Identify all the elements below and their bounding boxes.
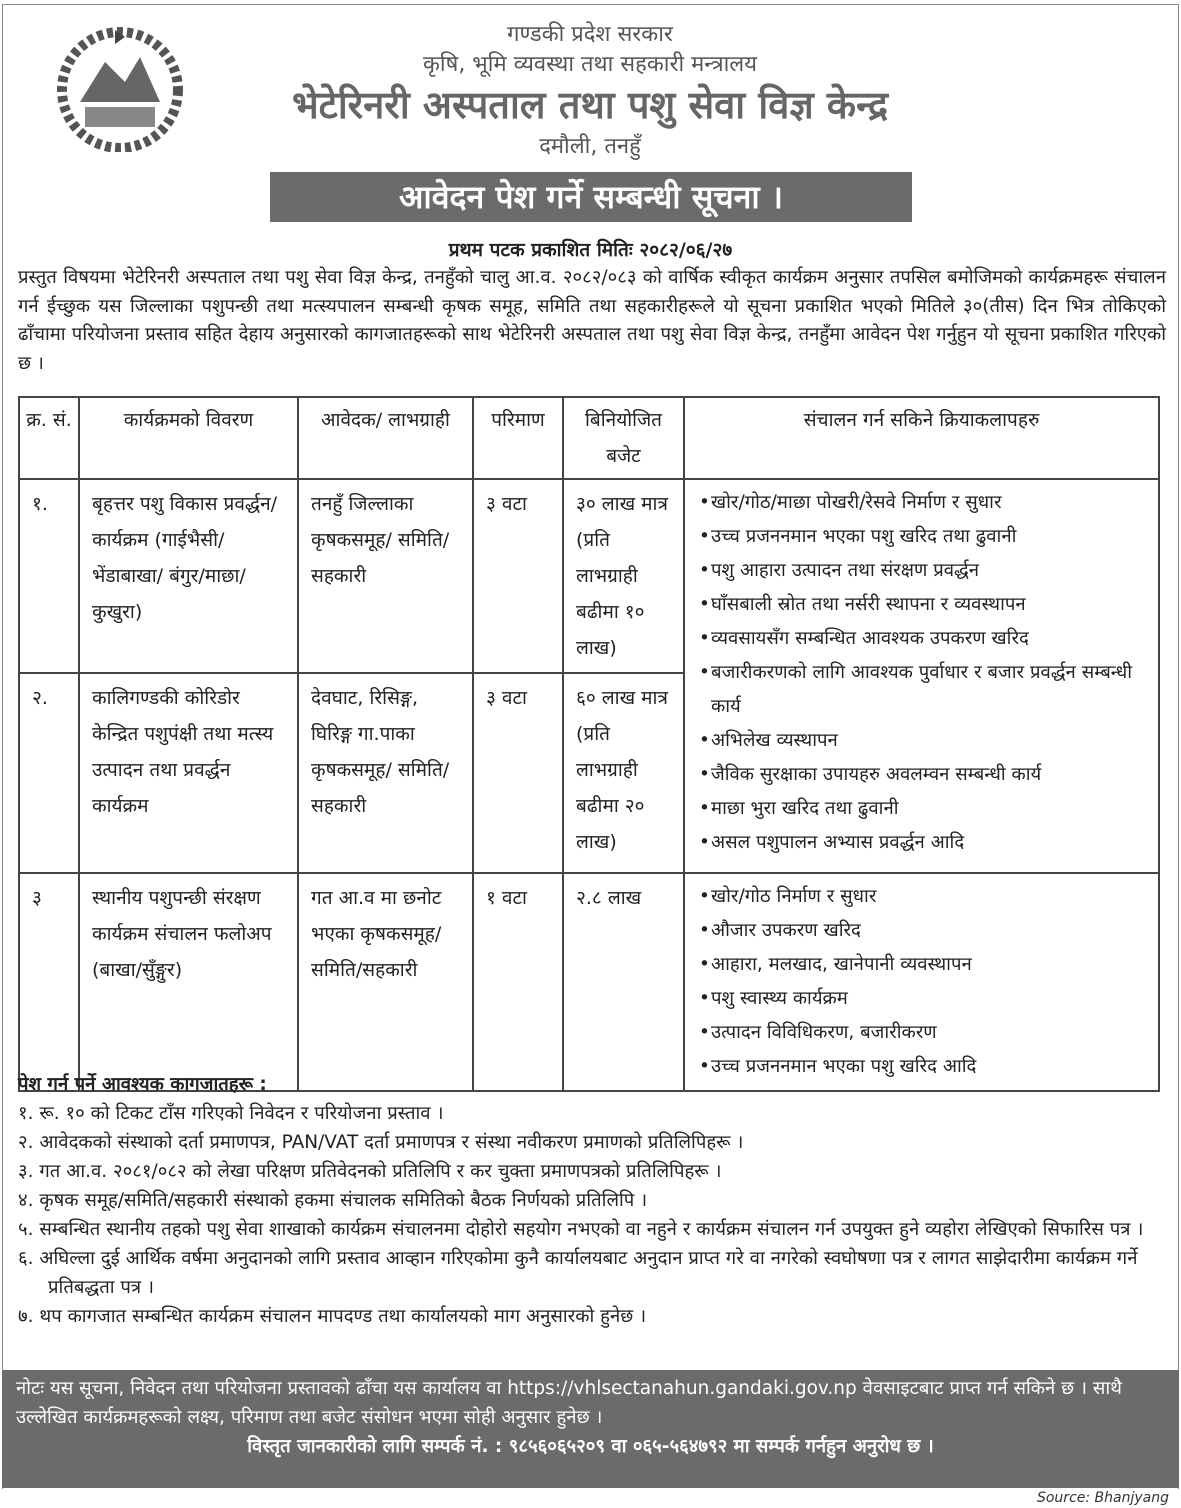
header-applicant: आवेदक/ लाभग्राही [298,397,473,479]
cell-applicant: देवघाट, रिसिङ्ग, घिरिङ्ग गा.पाका कृषकसमूह/ समिति/सहकारी [298,673,473,873]
required-documents [18,1070,1168,1331]
cell-activities [684,479,1159,873]
header-quantity: परिमाण [473,397,563,479]
cell-budget: ३० लाख मात्र (प्रति लाभग्राही बढीमा १० लाख) [563,479,684,673]
footer-note [2,1370,1179,1488]
document-item: ७. थप कागजात सम्बन्धित कार्यक्रम संचालन मापदण्ड तथा कार्यालयको माग अनुसारको हुनेछ । [18,1306,647,1327]
cell-quantity: ३ वटा [473,673,563,873]
activity-item: • माछा भुरा खरिद तथा ढुवानी [711,792,1146,826]
header-activities: संचालन गर्न सकिने क्रियाकलापहरु [684,397,1159,479]
activity-item: • अभिलेख व्यस्थापन [711,724,1146,758]
activity-item: • घाँसबाली स्रोत तथा नर्सरी स्थापना र व्यवस्थापन [711,588,1146,622]
publish-date: प्रथम पटक प्रकाशित मितिः २०८२/०६/२७ [448,239,733,261]
office-location: दमौली, तनहुँ [539,134,641,159]
cell-quantity: १ वटा [473,873,563,1091]
activity-item: • पशु आहारा उत्पादन तथा संरक्षण प्रवर्द्धन [711,554,1146,588]
intro-paragraph: प्रस्तुत विषयमा भेटेरिनरी अस्पताल तथा पशु सेवा विज्ञ केन्द्र, तनहुँको चालु आ.व. २०८२/०८३ को वार्षिक स्वीकृत कार्यक्रम अनुसार तपसिल बमोजिमको कार्यक्रमहरू संचालन गर्न ईच्छुक यस जिल्लाका पशुपन्छी तथा मत्स्यपालन सम्बन्धी कृषक समूह, समिति तथा सहकारीहरूले यो सूचना प्रकाशित भएको मितिले ३०(तीस) दिन भित्र तोकिएको ढाँचामा परियोजना प्रस्ताव सहित देहाय अनुसारको कागजातहरूको साथ भेटेरिनरी अस्पताल तथा पशु सेवा विज्ञ केन्द्र, तनहुँमा आवेदन पेश गर्नुहुन यो सूचना प्रकाशित गरिएको छ । [18,267,1166,374]
header-sn: क्र. सं. [19,397,79,479]
header-program: कार्यक्रमको विवरण [79,397,298,479]
ministry-name: कृषि, भूमि व्यवस्था तथा सहकारी मन्त्रालय [423,52,757,77]
document-item: २. आवेदकको संस्थाको दर्ता प्रमाणपत्र, PAN/VAT दर्ता प्रमाणपत्र र संस्था नवीकरण प्रमाणको प्रतिलिपिहरू । [18,1132,744,1153]
activity-item: • खोर/गोठ निर्माण र सुधार [711,880,1146,914]
cell-applicant: गत आ.व मा छनोट भएका कृषकसमूह/ समिति/सहकारी [298,873,473,1091]
cell-program: कालिगण्डकी कोरिडोर केन्द्रित पशुपंक्षी तथा मत्स्य उत्पादन तथा प्रवर्द्धन कार्यक्रम [79,673,298,873]
table-row [19,479,1159,673]
table-row [19,873,1159,1091]
header-budget: बिनियोजित बजेट [563,397,684,479]
program-table [18,396,1160,1092]
government-name: गण्डकी प्रदेश सरकार [507,22,673,47]
document-item: ६. अघिल्ला दुई आर्थिक वर्षमा अनुदानको लागि प्रस्ताव आव्हान गरिएकोमा कुनै कार्यालयबाट अनुदान प्राप्त गरे वा नगरेको स्वघोषणा पत्र र लागत साझेदारीमा कार्यक्रम गर्ने प्रतिबद्धता पत्र । [18,1248,1138,1298]
activity-item: • पशु स्वास्थ्य कार्यक्रम [711,982,1146,1016]
source-credit: Source: Bhanjyang [1036,1490,1169,1506]
cell-sn: ३ [19,873,79,1091]
cell-budget: ६० लाख मात्र (प्रति लाभग्राही बढीमा २० लाख) [563,673,684,873]
document-item: ४. कृषक समूह/समिति/सहकारी संस्थाको हकमा संचालक समितिको बैठक निर्णयको प्रतिलिपि । [18,1190,648,1211]
activity-item: • जैविक सुरक्षाका उपायहरु अवलम्वन सम्बन्धी कार्य [711,758,1146,792]
activity-item: • असल पशुपालन अभ्यास प्रवर्द्धन आदि [711,826,1146,860]
office-name: भेटेरिनरी अस्पताल तथा पशु सेवा विज्ञ केन्द्र [291,83,889,127]
cell-applicant: तनहुँ जिल्लाका कृषकसमूह/ समिति/सहकारी [298,479,473,673]
cell-sn: २. [19,673,79,873]
activity-item: • आहारा, मलखाद, खानेपानी व्यवस्थापन [711,948,1146,982]
activity-item: • खोर/गोठ/माछा पोखरी/रेसवे निर्माण र सुधार [711,486,1146,520]
activity-item: • व्यवसायसँग सम्बन्धित आवश्यक उपकरण खरिद [711,622,1146,656]
activity-item: • औजार उपकरण खरिद [711,914,1146,948]
activity-item: • उच्च प्रजननमान भएका पशु खरिद आदि [711,1050,1146,1084]
cell-program: बृहत्तर पशु विकास प्रवर्द्धन/कार्यक्रम (गाईभैसी/भेंडाबाखा/ बंगुर/माछा/कुखुरा) [79,479,298,673]
nepal-government-emblem-icon [55,22,185,152]
cell-sn: १. [19,479,79,673]
document-item: ३. गत आ.व. २०८१/०८२ को लेखा परिक्षण प्रतिवेदनको प्रतिलिपि र कर चुक्ता प्रमाणपत्रको प्रतिलिपिहरू । [18,1161,722,1182]
activity-item: • उत्पादन विविधिकरण, बजारीकरण [711,1016,1146,1050]
cell-budget: २.८ लाख [563,873,684,1091]
document-item: १. रू. १० को टिकट टाँस गरिएको निवेदन र परियोजना प्रस्ताव । [18,1103,444,1124]
document-item: ५. सम्बन्धित स्थानीय तहको पशु सेवा शाखाको कार्यक्रम संचालनमा दोहोरो सहयोग नभएको वा नहुने र कार्यक्रम संचालन गर्न उपयुक्त हुने व्यहोरा लेखिएको सिफारिस पत्र । [18,1219,1144,1240]
cell-quantity: ३ वटा [473,479,563,673]
activity-item: • बजारीकरणको लागि आवश्यक पुर्वाधार र बजार प्रवर्द्धन सम्बन्धी कार्य [711,656,1146,724]
documents-heading: पेश गर्न पर्ने आवश्यक कागजातहरू : [18,1074,267,1095]
notice-title: आवेदन पेश गर्ने सम्बन्धी सूचना । [270,172,912,222]
note-text: नोटः यस सूचना, निवेदन तथा परियोजना प्रस्तावको ढाँचा यस कार्यालय वा https://vhlsectanahun.gandaki.gov.np वेवसाइटबाट प्राप्त गर्न सकिने छ । साथै उल्लेखित कार्यक्रमहरूको लक्ष्य, परिमाण तथा बजेट संसोधन भएमा सोही अनुसार हुनेछ । [16,1378,1123,1428]
contact-text: विस्तृत जानकारीको लागि सम्पर्क नं. : ९८५६०६५२०९ वा ०६५-५६४७९२ मा सम्पर्क गर्नहुन अनुरोध छ । [247,1436,934,1457]
cell-activities [684,873,1159,1091]
activity-item: • उच्च प्रजननमान भएका पशु खरिद तथा ढुवानी [711,520,1146,554]
cell-program: स्थानीय पशुपन्छी संरक्षण कार्यक्रम संचालन फलोअप (बाखा/सुँङ्गुर) [79,873,298,1091]
table-header-row [19,397,1159,479]
